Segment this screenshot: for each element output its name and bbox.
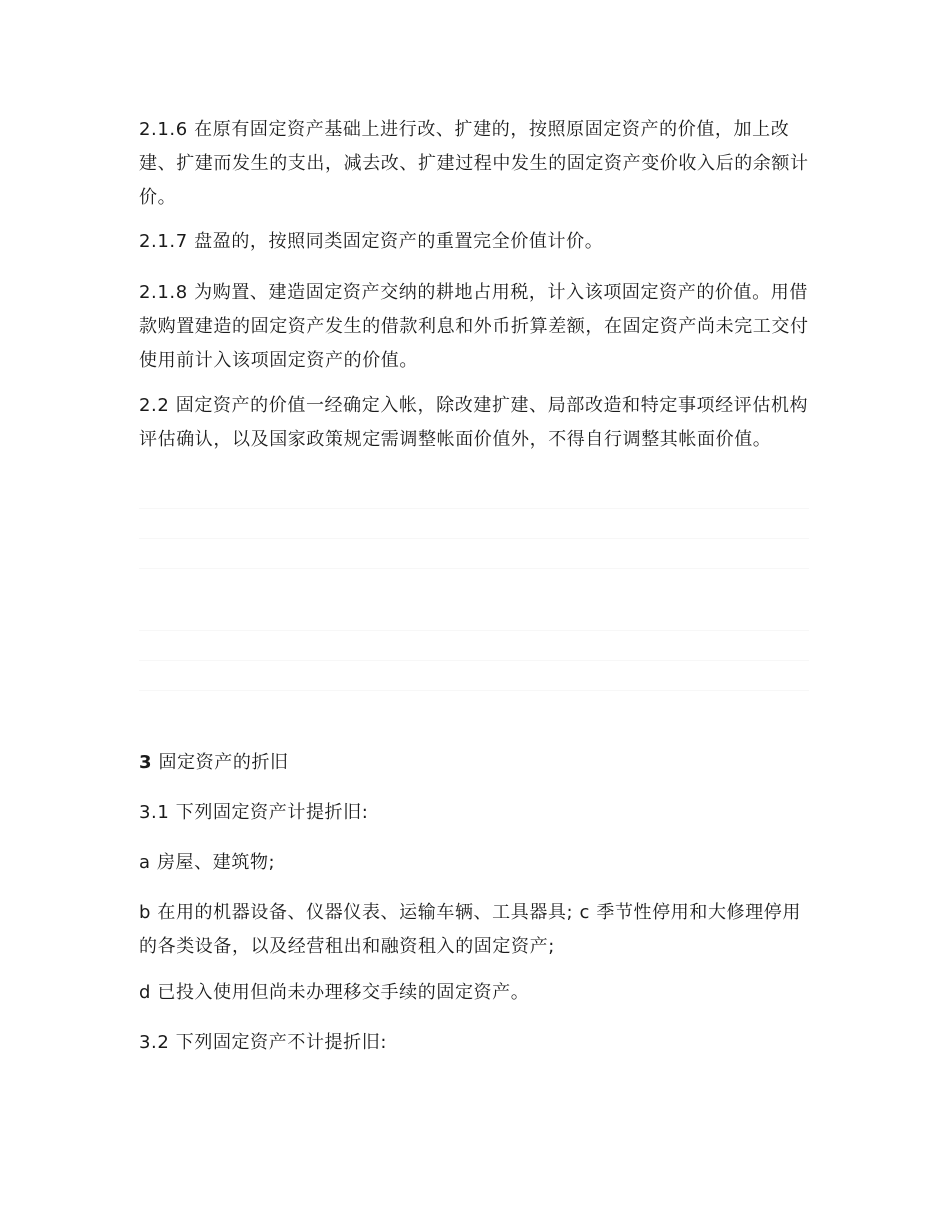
faded-line	[139, 568, 809, 569]
paragraph-2-1-8: 2.1.8 为购置、建造固定资产交纳的耕地占用税，计入该项固定资产的价值。用借款购置建造的固定资产发生的借款利息和外币折算差额，在固定资产尚未完工交付使用前计入该项固定资产的价值。	[139, 282, 809, 371]
faded-text-block-1	[139, 508, 809, 598]
faded-line	[139, 538, 809, 539]
faded-text-block-2	[139, 630, 809, 720]
list-item-b-c: b 在用的机器设备、仪器仪表、运输车辆、工具器具; c 季节性停用和大修理停用的各类设备，以及经营租出和融资租入的固定资产;	[139, 902, 801, 957]
paragraph-2-1-7: 2.1.7 盘盈的，按照同类固定资产的重置完全价值计价。	[139, 231, 604, 252]
list-item-d: d 已投入使用但尚未办理移交手续的固定资产。	[139, 982, 530, 1003]
paragraph-3-2: 3.2 下列固定资产不计提折旧:	[139, 1032, 388, 1053]
faded-line	[139, 690, 809, 691]
paragraph-2-2: 2.2 固定资产的价值一经确定入帐，除改建扩建、局部改造和特定事项经评估机构评估确认，以及国家政策规定需调整帐面价值外，不得自行调整其帐面价值。	[139, 395, 809, 450]
faded-line	[139, 660, 809, 661]
section-title: 固定资产的折旧	[158, 752, 289, 773]
faded-line	[139, 508, 809, 509]
section-3-heading	[139, 746, 819, 780]
paragraph-2-1-6: 2.1.6 在原有固定资产基础上进行改、扩建的，按照原固定资产的价值，加上改建、扩建而发生的支出，减去改、扩建过程中发生的固定资产变价收入后的余额计价。	[139, 119, 809, 208]
section-number: 3	[139, 752, 153, 773]
faded-line	[139, 630, 809, 631]
paragraph-3-1: 3.1 下列固定资产计提折旧:	[139, 802, 369, 823]
list-item-a: a 房屋、建筑物;	[139, 852, 276, 873]
